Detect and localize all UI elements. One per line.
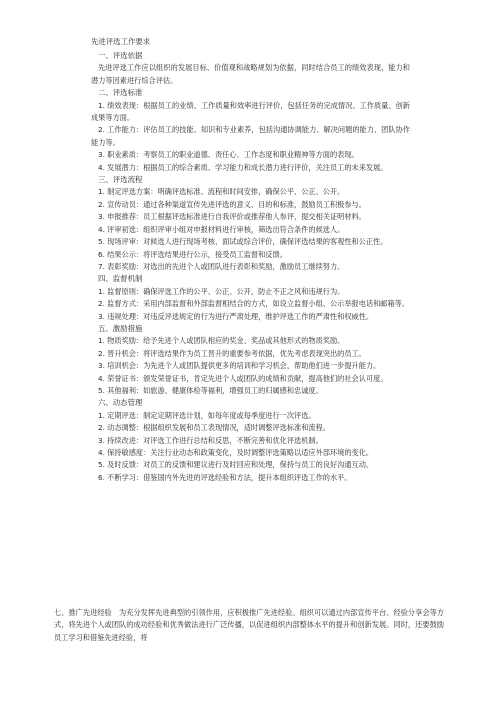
list-item: 6. 结果公示：将评选结果进行公示，接受员工监督和反馈。 bbox=[98, 249, 287, 259]
list-item: 5. 其他福利：如旅游、健康体检等福利，增强员工的归属感和忠诚度。 bbox=[98, 385, 323, 395]
list-item: 3. 培训机会：为先进个人或团队提供更多的培训和学习机会，帮助他们进一步提升能力。 bbox=[98, 361, 381, 371]
list-item: 3. 申报推荐：员工根据评选标准进行自我评价或推荐他人参评，提交相关证明材料。 bbox=[98, 212, 366, 222]
section-heading: 六、动态管理 bbox=[98, 398, 143, 408]
section-heading: 三、评选流程 bbox=[98, 175, 143, 185]
list-item: 7. 表彰奖励：对选出的先进个人或团队进行表彰和奖励，激励员工继续努力。 bbox=[98, 261, 345, 271]
list-item: 3. 持续改进：对评选工作进行总结和反思，不断完善和优化评选机制。 bbox=[98, 435, 323, 445]
list-item: 4. 评审初选：组织评审小组对申报材料进行审核，筛选出符合条件的候选人。 bbox=[98, 224, 345, 234]
closing-section bbox=[54, 607, 444, 644]
list-item: 5. 及时反馈：对员工的反馈和建议进行及时回应和处理，保持与员工的良好沟通互动。 bbox=[98, 460, 374, 470]
list-item: 1. 监督原则：确保评选工作的公平、公正、公开，防止不正之风和违规行为。 bbox=[98, 286, 345, 296]
list-item: 1. 制定评选方案：明确评选标准、流程和时间安排，确保公平、公正、公开。 bbox=[98, 187, 345, 197]
section-heading: 二、评选标准 bbox=[98, 88, 143, 98]
list-item: 2. 工作能力：评估员工的技能、知识和专业素养，包括沟通协调能力、解决问题的能力、团队协作能力等。 bbox=[91, 125, 410, 147]
list-item: 2. 晋升机会：将评选结果作为员工晋升的重要参考依据，优先考虑表现突出的员工。 bbox=[98, 348, 366, 358]
list-item: 4. 发展潜力：根据员工的综合素质、学习能力和成长潜力进行评价，关注员工的未来发展。 bbox=[98, 162, 388, 172]
list-item: 3. 违规处理：对违反评选规定的行为进行严肃处理，维护评选工作的严肃性和权威性。 bbox=[98, 311, 374, 321]
list-item: 4. 保持敏感度：关注行业动态和政策变化，及时调整评选策略以适应外部环境的变化。 bbox=[98, 448, 374, 457]
list-item: 5. 现场评审：对候选人进行现场考核、面试或综合评价，确保评选结果的客观性和公正性。 bbox=[98, 237, 388, 247]
list-item: 3. 职业素质：考察员工的职业道德、责任心、工作态度和职业精神等方面的表现。 bbox=[98, 150, 359, 160]
closing-paragraph: 七、推广先进经验 为充分发挥先进典型的引领作用，应积极推广先进经验。组织可以通过内部宣传平台、经验分享会等方式，将先进个人或团队的成功经验和优秀做法进行广泛传播，以促进组织内部整体水平的提升和创新发展。同时，还要鼓励员工学习和借鉴先进经验，将 bbox=[54, 608, 444, 642]
document-body bbox=[91, 35, 410, 484]
list-item: 2. 监督方式：采用内部监督和外部监督相结合的方式，如设立监督小组、公示举报电话和邮箱等。 bbox=[98, 299, 410, 309]
list-item: 1. 绩效表现：根据员工的业绩、工作质量和效率进行评价，包括任务的完成情况、工作质量、创新成果等方面。 bbox=[91, 100, 410, 123]
list-item: 1. 定期评选：制定定期评选计划，如每年度或每季度进行一次评选。 bbox=[98, 410, 316, 420]
section-heading: 五、激励措施 bbox=[98, 323, 143, 333]
section-heading: 一、评选依据 bbox=[98, 51, 143, 60]
section-heading: 四、监督机制 bbox=[98, 274, 143, 284]
list-item: 4. 荣誉证书：颁发荣誉证书，肯定先进个人或团队的成绩和贡献，提高他们的社会认可度。 bbox=[98, 373, 388, 383]
list-item: 6. 不断学习：借鉴国内外先进的评选经验和方法，提升本组织评选工作的水平。 bbox=[98, 472, 352, 482]
list-item: 2. 宣传动员：通过各种渠道宣传先进评选的意义、目的和标准，鼓励员工积极参与。 bbox=[98, 199, 366, 209]
document-title: 先进评选工作要求 bbox=[91, 37, 151, 46]
section-paragraph: 先进评选工作应以组织的发展目标、价值观和战略规划为依据，同时结合员工的绩效表现、能力和潜力等因素进行综合评估。 bbox=[91, 63, 410, 85]
list-item: 2. 动态调整：根据组织发展和员工表现情况，适时调整评选标准和流程。 bbox=[98, 423, 330, 433]
list-item: 1. 物质奖励：给予先进个人或团队相应的奖金、奖品或其他形式的物质奖励。 bbox=[98, 336, 345, 346]
